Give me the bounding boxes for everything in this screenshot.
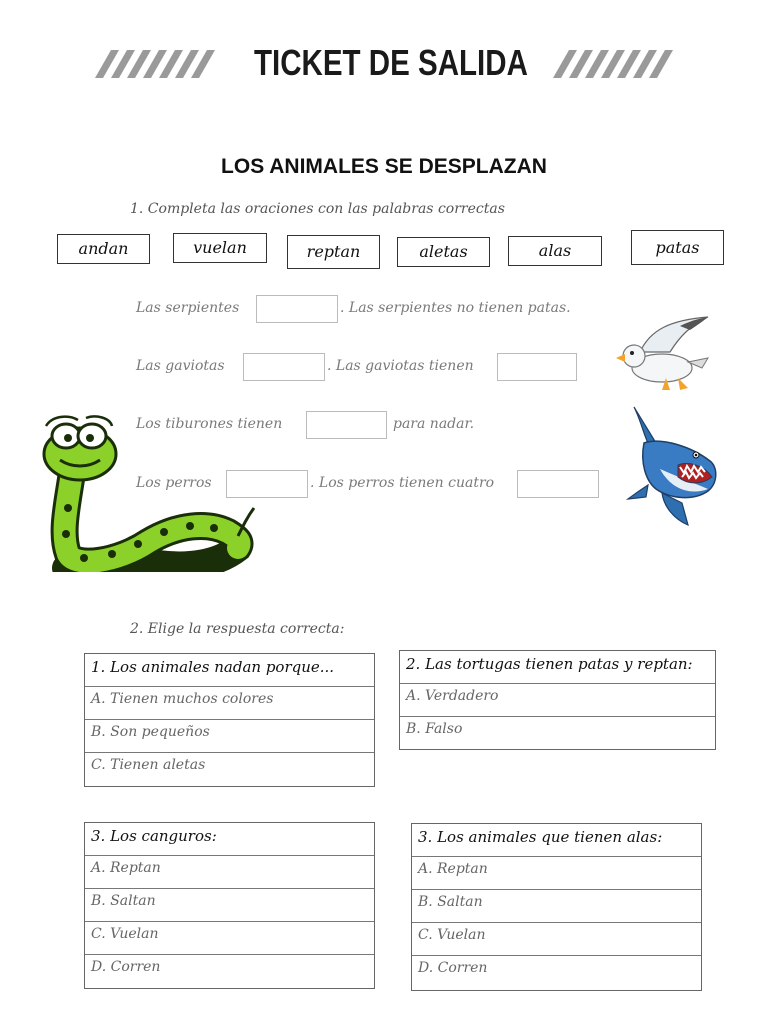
sentence-text: . Los perros tienen cuatro — [310, 475, 495, 491]
answer-option[interactable]: B. Saltan — [412, 890, 701, 923]
sentence-text: . Las serpientes no tienen patas. — [340, 300, 571, 316]
answer-option[interactable]: D. Corren — [91, 959, 161, 975]
question-text: 3. Los animales que tienen alas: — [412, 824, 701, 857]
answer-blank[interactable] — [256, 295, 338, 323]
worksheet-subtitle: LOS ANIMALES SE DESPLAZAN — [221, 155, 547, 178]
sentence-text: Las gaviotas — [136, 358, 225, 374]
answer-option[interactable]: D. Corren — [418, 960, 488, 976]
answer-option[interactable]: A. Reptan — [85, 856, 374, 889]
answer-option[interactable]: C. Vuelan — [412, 923, 701, 956]
page-title: TICKET DE SALIDA — [254, 42, 528, 83]
sentence-text: Las serpientes — [136, 300, 240, 316]
answer-option[interactable]: A. Tienen muchos colores — [85, 687, 374, 720]
word-card: aletas — [397, 237, 490, 267]
answer-blank[interactable] — [306, 411, 387, 439]
word-card: vuelan — [173, 233, 267, 263]
word-card: patas — [631, 230, 724, 265]
snake-illustration — [38, 412, 258, 572]
instruction-1: 1. Completa las oraciones con las palabras correctas — [130, 201, 505, 217]
answer-option[interactable]: C. Vuelan — [85, 922, 374, 955]
word-card: alas — [508, 236, 602, 266]
answer-option[interactable]: B. Son pequeños — [85, 720, 374, 753]
shark-illustration — [622, 403, 722, 529]
answer-blank[interactable] — [243, 353, 325, 381]
header-stripes-right — [553, 50, 678, 78]
answer-option[interactable]: A. Reptan — [412, 857, 701, 890]
answer-option[interactable]: A. Verdadero — [400, 684, 715, 717]
sentence-text: Los tiburones tienen — [136, 416, 283, 432]
question-box-2 — [399, 650, 716, 750]
answer-blank[interactable] — [517, 470, 599, 498]
question-box-1 — [84, 653, 375, 787]
seagull-illustration — [610, 312, 712, 394]
question-box-3 — [84, 822, 375, 989]
word-card: reptan — [287, 235, 380, 269]
question-text: 3. Los canguros: — [85, 823, 374, 856]
word-card: andan — [57, 234, 150, 264]
header-stripes-left — [95, 50, 220, 78]
sentence-text: . Las gaviotas tienen — [327, 358, 474, 374]
sentence-text: Los perros — [136, 475, 212, 491]
sentence-text: para nadar. — [393, 416, 475, 432]
instruction-2: 2. Elige la respuesta correcta: — [130, 621, 345, 637]
question-text: 1. Los animales nadan porque... — [85, 654, 374, 687]
answer-option[interactable]: B. Saltan — [85, 889, 374, 922]
answer-option[interactable]: C. Tienen aletas — [91, 757, 206, 773]
answer-option[interactable]: B. Falso — [406, 721, 463, 737]
question-box-4 — [411, 823, 702, 991]
answer-blank[interactable] — [497, 353, 577, 381]
question-text: 2. Las tortugas tienen patas y reptan: — [400, 651, 715, 684]
